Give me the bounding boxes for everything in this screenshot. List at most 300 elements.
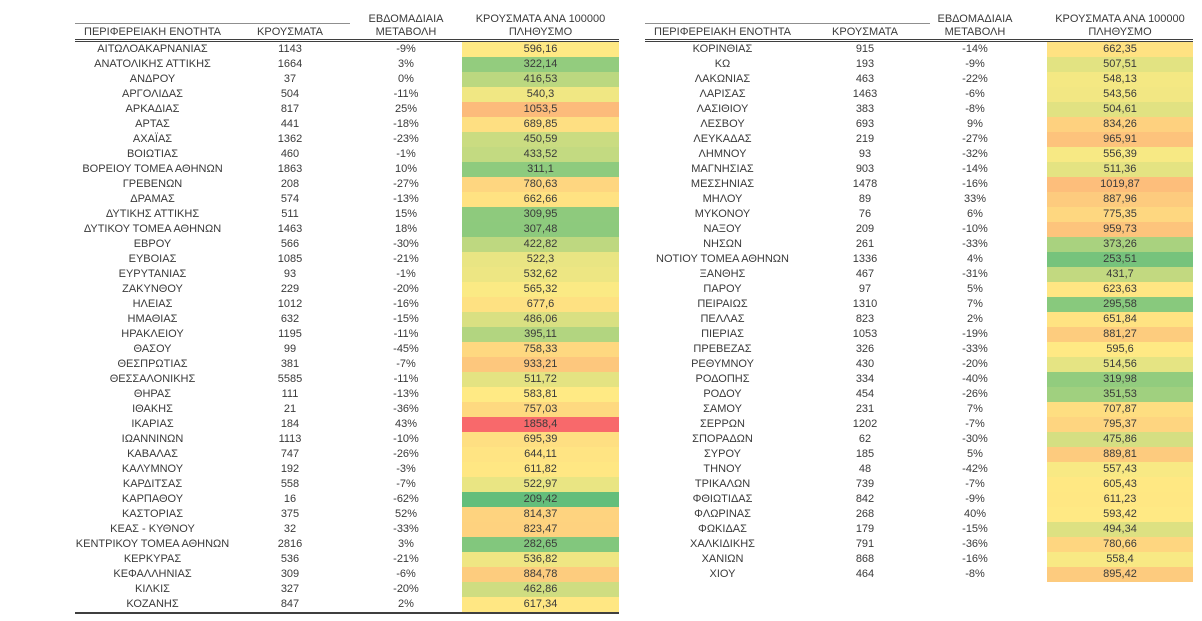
per-100k-heatmap-cell: 611,23 bbox=[1047, 492, 1193, 507]
region-name-cell: ΠΕΙΡΑΙΩΣ bbox=[697, 298, 748, 310]
col-header-weekly-change bbox=[930, 6, 1047, 39]
col-header-region bbox=[645, 23, 800, 39]
region-name-cell: ΛΑΚΩΝΙΑΣ bbox=[694, 73, 751, 85]
cases-cell: 511 bbox=[281, 208, 299, 220]
col-header-region-label: ΠΕΡΙΦΕΡΕΙΑΚΗ ΕΝΟΤΗΤΑ bbox=[654, 26, 791, 38]
cases-cell: 915 bbox=[855, 43, 875, 55]
cases-cell: 791 bbox=[855, 538, 875, 550]
table-row bbox=[75, 237, 619, 252]
region-name-cell: ΦΘΙΩΤΙΔΑΣ bbox=[692, 493, 753, 505]
weekly-change-cell: 25% bbox=[394, 103, 418, 115]
cases-cell: 16 bbox=[283, 493, 297, 505]
cases-cell: 261 bbox=[855, 238, 875, 250]
table-row bbox=[75, 372, 619, 387]
cases-cell: 903 bbox=[855, 163, 875, 175]
per-100k-heatmap-cell: 540,3 bbox=[462, 87, 619, 102]
cases-cell: 536 bbox=[280, 553, 300, 565]
region-name-cell: ΜΕΣΣΗΝΙΑΣ bbox=[690, 178, 755, 190]
cases-cell: 327 bbox=[280, 583, 300, 595]
cases-cell: 37 bbox=[283, 73, 297, 85]
table-row bbox=[645, 267, 1193, 282]
per-100k-heatmap-cell: 311,1 bbox=[462, 162, 619, 177]
weekly-change-cell: -20% bbox=[962, 358, 988, 370]
weekly-change-cell: -26% bbox=[962, 388, 988, 400]
table-row bbox=[645, 117, 1193, 132]
col-header-weekly-change-line2: ΜΕΤΑΒΟΛΗ bbox=[944, 25, 1006, 38]
weekly-change-cell: 43% bbox=[394, 418, 418, 430]
cases-cell: 1195 bbox=[278, 328, 302, 340]
cases-cell: 219 bbox=[855, 133, 875, 145]
region-name-cell: ΡΟΔΟΠΗΣ bbox=[695, 373, 750, 385]
table-row bbox=[75, 72, 619, 87]
per-100k-heatmap-cell: 543,56 bbox=[1047, 87, 1193, 102]
weekly-change-cell: -31% bbox=[962, 268, 988, 280]
table-row bbox=[645, 492, 1193, 507]
region-name-cell: ΘΗΡΑΣ bbox=[133, 388, 172, 400]
region-name-cell: ΚΕΑΣ - ΚΥΘΝΟΥ bbox=[110, 523, 195, 535]
weekly-change-cell: -16% bbox=[393, 298, 419, 310]
per-100k-heatmap-cell: 775,35 bbox=[1047, 207, 1193, 222]
cases-cell: 185 bbox=[855, 448, 875, 460]
region-name-cell: ΞΑΝΘΗΣ bbox=[699, 268, 746, 280]
table-row bbox=[645, 537, 1193, 552]
cases-cell: 383 bbox=[855, 103, 875, 115]
region-name-cell: ΣΠΟΡΑΔΩΝ bbox=[692, 433, 753, 445]
table-row bbox=[75, 102, 619, 117]
region-name-cell: ΛΑΡΙΣΑΣ bbox=[699, 88, 746, 100]
weekly-change-cell: -16% bbox=[962, 553, 988, 565]
region-name-cell: ΝΗΣΩΝ bbox=[703, 238, 742, 250]
region-name-cell: ΛΑΣΙΘΙΟΥ bbox=[696, 103, 749, 115]
weekly-change-cell: 2% bbox=[398, 598, 414, 610]
region-name-cell: ΣΥΡΟΥ bbox=[703, 448, 741, 460]
region-name-cell: ΛΗΜΝΟΥ bbox=[698, 148, 747, 160]
table-row bbox=[75, 582, 619, 597]
col-header-weekly-change-line2: ΜΕΤΑΒΟΛΗ bbox=[375, 25, 437, 38]
region-name-cell: ΚΑΒΑΛΑΣ bbox=[127, 448, 178, 460]
cases-cell: 558 bbox=[280, 478, 300, 490]
table-row bbox=[75, 597, 619, 612]
weekly-change-cell: -9% bbox=[965, 58, 985, 70]
cases-cell: 1202 bbox=[852, 418, 878, 430]
weekly-change-cell: -32% bbox=[962, 148, 988, 160]
cases-cell: 209 bbox=[855, 223, 875, 235]
per-100k-heatmap-cell: 887,96 bbox=[1047, 192, 1193, 207]
per-100k-heatmap-cell: 823,47 bbox=[462, 522, 619, 537]
region-name-cell: ΣΕΡΡΩΝ bbox=[700, 418, 745, 430]
cases-cell: 48 bbox=[858, 463, 872, 475]
weekly-change-cell: 7% bbox=[967, 298, 983, 310]
cases-cell: 1085 bbox=[277, 253, 303, 265]
table-row bbox=[645, 342, 1193, 357]
table-row bbox=[645, 357, 1193, 372]
per-100k-heatmap-cell: 295,58 bbox=[1047, 297, 1193, 312]
table-row bbox=[75, 537, 619, 552]
weekly-change-cell: -36% bbox=[393, 403, 419, 415]
cases-cell: 817 bbox=[280, 103, 300, 115]
per-100k-heatmap-cell: 522,3 bbox=[462, 252, 619, 267]
per-100k-heatmap-cell: 596,16 bbox=[462, 42, 619, 57]
region-name-cell: ΠΡΕΒΕΖΑΣ bbox=[693, 343, 752, 355]
region-name-cell: ΑΝΔΡΟΥ bbox=[129, 73, 176, 85]
region-name-cell: ΠΙΕΡΙΑΣ bbox=[701, 328, 744, 340]
per-100k-heatmap-cell: 373,26 bbox=[1047, 237, 1193, 252]
region-name-cell: ΕΥΒΟΙΑΣ bbox=[128, 253, 177, 265]
weekly-change-cell: -21% bbox=[393, 553, 419, 565]
table-row bbox=[75, 462, 619, 477]
table-row bbox=[75, 387, 619, 402]
weekly-change-cell: -21% bbox=[393, 253, 419, 265]
weekly-change-cell: -14% bbox=[962, 163, 988, 175]
weekly-change-cell: -23% bbox=[393, 133, 419, 145]
per-100k-heatmap-cell: 282,65 bbox=[462, 537, 619, 552]
region-name-cell: ΚΕΦΑΛΛΗΝΙΑΣ bbox=[113, 568, 192, 580]
table-row bbox=[75, 477, 619, 492]
cases-cell: 463 bbox=[855, 73, 875, 85]
cases-cell: 5585 bbox=[277, 373, 303, 385]
weekly-change-cell: -40% bbox=[962, 373, 988, 385]
weekly-change-cell: -33% bbox=[393, 523, 419, 535]
table-row bbox=[645, 132, 1193, 147]
per-100k-heatmap-cell: 514,56 bbox=[1047, 357, 1193, 372]
weekly-change-cell: -8% bbox=[965, 103, 985, 115]
weekly-change-cell: -15% bbox=[393, 313, 419, 325]
per-100k-heatmap-cell: 611,82 bbox=[462, 462, 619, 477]
table-row bbox=[75, 162, 619, 177]
per-100k-heatmap-cell: 475,86 bbox=[1047, 432, 1193, 447]
table-row bbox=[75, 567, 619, 582]
weekly-change-cell: 5% bbox=[967, 448, 983, 460]
per-100k-heatmap-cell: 309,95 bbox=[462, 207, 619, 222]
per-100k-heatmap-cell: 695,39 bbox=[462, 432, 619, 447]
table-row bbox=[75, 297, 619, 312]
weekly-change-cell: 3% bbox=[398, 58, 414, 70]
col-header-per-100k-line1: ΚΡΟΥΣΜΑΤΑ ΑΝΑ 100000 bbox=[1055, 13, 1185, 25]
cases-cell: 99 bbox=[283, 343, 297, 355]
cases-cell: 1478 bbox=[852, 178, 878, 190]
table-row bbox=[75, 312, 619, 327]
weekly-change-cell: 33% bbox=[963, 193, 987, 205]
table-row bbox=[645, 252, 1193, 267]
region-name-cell: ΘΕΣΣΑΛΟΝΙΚΗΣ bbox=[109, 373, 196, 385]
region-name-cell: ΠΑΡΟΥ bbox=[703, 283, 742, 295]
per-100k-heatmap-cell: 677,6 bbox=[462, 297, 619, 312]
per-100k-heatmap-cell: 795,37 bbox=[1047, 417, 1193, 432]
cases-cell: 309 bbox=[280, 568, 300, 580]
table-row bbox=[75, 222, 619, 237]
weekly-change-cell: -10% bbox=[962, 223, 988, 235]
table-row bbox=[645, 387, 1193, 402]
region-name-cell: ΤΗΝΟΥ bbox=[703, 463, 742, 475]
weekly-change-cell: -11% bbox=[393, 328, 419, 340]
cases-cell: 460 bbox=[280, 148, 300, 160]
region-name-cell: ΦΛΩΡΙΝΑΣ bbox=[694, 508, 751, 520]
per-100k-heatmap-cell: 617,34 bbox=[462, 597, 619, 612]
col-header-region bbox=[75, 23, 230, 39]
per-100k-heatmap-cell: 494,34 bbox=[1047, 522, 1193, 537]
weekly-change-cell: -7% bbox=[396, 478, 416, 490]
table-row bbox=[645, 282, 1193, 297]
weekly-change-cell: -45% bbox=[393, 343, 419, 355]
table-row bbox=[645, 372, 1193, 387]
per-100k-heatmap-cell: 758,33 bbox=[462, 342, 619, 357]
cases-cell: 208 bbox=[280, 178, 300, 190]
per-100k-heatmap-cell: 416,53 bbox=[462, 72, 619, 87]
table-row bbox=[645, 402, 1193, 417]
col-header-per-100k bbox=[462, 6, 619, 39]
per-100k-heatmap-cell: 933,21 bbox=[462, 357, 619, 372]
per-100k-heatmap-cell: 565,32 bbox=[462, 282, 619, 297]
per-100k-heatmap-cell: 1858,4 bbox=[462, 417, 619, 432]
cases-cell: 574 bbox=[280, 193, 300, 205]
weekly-change-cell: -11% bbox=[393, 373, 419, 385]
region-name-cell: ΧΑΛΚΙΔΙΚΗΣ bbox=[690, 538, 755, 550]
weekly-change-cell: -1% bbox=[396, 268, 416, 280]
region-name-cell: ΚΕΡΚΥΡΑΣ bbox=[123, 553, 182, 565]
region-name-cell: ΑΝΑΤΟΛΙΚΗΣ ΑΤΤΙΚΗΣ bbox=[94, 58, 211, 70]
per-100k-heatmap-cell: 583,81 bbox=[462, 387, 619, 402]
per-100k-heatmap-cell: 548,13 bbox=[1047, 72, 1193, 87]
weekly-change-cell: -42% bbox=[962, 463, 988, 475]
cases-cell: 1310 bbox=[852, 298, 878, 310]
region-name-cell: ΡΟΔΟΥ bbox=[703, 388, 742, 400]
cases-cell: 229 bbox=[280, 283, 300, 295]
per-100k-heatmap-cell: 662,66 bbox=[462, 192, 619, 207]
table-row bbox=[75, 192, 619, 207]
weekly-change-cell: -7% bbox=[965, 418, 985, 430]
cases-cell: 441 bbox=[280, 118, 300, 130]
per-100k-heatmap-cell: 889,81 bbox=[1047, 447, 1193, 462]
weekly-change-cell: -18% bbox=[393, 118, 419, 130]
per-100k-heatmap-cell: 351,53 bbox=[1047, 387, 1193, 402]
region-name-cell: ΚΑΣΤΟΡΙΑΣ bbox=[121, 508, 184, 520]
weekly-change-cell: -30% bbox=[393, 238, 419, 250]
region-name-cell: ΒΟΡΕΙΟΥ ΤΟΜΕΑ ΑΘΗΝΩΝ bbox=[82, 163, 223, 175]
cases-cell: 847 bbox=[280, 598, 300, 610]
cases-cell: 62 bbox=[858, 433, 872, 445]
region-name-cell: ΙΩΑΝΝΙΝΩΝ bbox=[121, 433, 184, 445]
per-100k-heatmap-cell: 814,37 bbox=[462, 507, 619, 522]
weekly-change-cell: -15% bbox=[962, 523, 988, 535]
cases-cell: 268 bbox=[855, 508, 875, 520]
table-row bbox=[75, 87, 619, 102]
cases-cell: 464 bbox=[855, 568, 875, 580]
col-header-weekly-change-line1: ΕΒΔΟΜΑΔΙΑΙΑ bbox=[937, 13, 1013, 25]
cases-cell: 89 bbox=[858, 193, 872, 205]
weekly-change-cell: -6% bbox=[396, 568, 416, 580]
region-name-cell: ΚΙΛΚΙΣ bbox=[135, 583, 170, 595]
left-table bbox=[75, 6, 619, 614]
per-100k-heatmap-cell: 522,97 bbox=[462, 477, 619, 492]
region-name-cell: ΚΟΡΙΝΘΙΑΣ bbox=[692, 43, 753, 55]
cases-cell: 193 bbox=[855, 58, 875, 70]
cases-cell: 97 bbox=[858, 283, 872, 295]
col-header-cases-label: ΚΡΟΥΣΜΑΤΑ bbox=[257, 26, 323, 38]
weekly-change-cell: -7% bbox=[965, 478, 985, 490]
table-row bbox=[645, 72, 1193, 87]
table-row bbox=[645, 177, 1193, 192]
table-row bbox=[75, 327, 619, 342]
table-row bbox=[645, 147, 1193, 162]
region-name-cell: ΚΩ bbox=[714, 58, 731, 70]
weekly-change-cell: -7% bbox=[396, 358, 416, 370]
per-100k-heatmap-cell: 536,82 bbox=[462, 552, 619, 567]
table-row bbox=[645, 162, 1193, 177]
table-row bbox=[645, 207, 1193, 222]
table-row bbox=[75, 522, 619, 537]
weekly-change-cell: 10% bbox=[394, 163, 418, 175]
col-header-cases bbox=[230, 23, 350, 39]
cases-cell: 1113 bbox=[278, 433, 302, 445]
table-row bbox=[645, 87, 1193, 102]
weekly-change-cell: 3% bbox=[398, 538, 414, 550]
table-row bbox=[645, 222, 1193, 237]
weekly-change-cell: 6% bbox=[967, 208, 983, 220]
table-row bbox=[75, 432, 619, 447]
per-100k-heatmap-cell: 532,62 bbox=[462, 267, 619, 282]
region-name-cell: ΔΡΑΜΑΣ bbox=[130, 193, 175, 205]
right-table-header bbox=[645, 6, 1193, 42]
weekly-change-cell: -19% bbox=[962, 328, 988, 340]
cases-cell: 504 bbox=[280, 88, 300, 100]
weekly-change-cell: -11% bbox=[393, 88, 419, 100]
cases-cell: 566 bbox=[280, 238, 300, 250]
col-header-cases bbox=[800, 23, 930, 39]
cases-cell: 93 bbox=[283, 268, 297, 280]
cases-cell: 1463 bbox=[852, 88, 878, 100]
per-100k-heatmap-cell: 504,61 bbox=[1047, 102, 1193, 117]
cases-cell: 868 bbox=[855, 553, 875, 565]
weekly-change-cell: -33% bbox=[962, 238, 988, 250]
cases-cell: 2816 bbox=[277, 538, 303, 550]
per-100k-heatmap-cell: 462,86 bbox=[462, 582, 619, 597]
region-name-cell: ΙΘΑΚΗΣ bbox=[132, 403, 173, 415]
col-header-weekly-change bbox=[350, 6, 462, 39]
weekly-change-cell: -9% bbox=[965, 493, 985, 505]
table-row bbox=[75, 147, 619, 162]
cases-cell: 93 bbox=[858, 148, 872, 160]
cases-cell: 381 bbox=[280, 358, 300, 370]
table-row bbox=[645, 42, 1193, 57]
table-row bbox=[75, 447, 619, 462]
per-100k-heatmap-cell: 959,73 bbox=[1047, 222, 1193, 237]
per-100k-heatmap-cell: 1019,87 bbox=[1047, 177, 1193, 192]
col-header-per-100k bbox=[1047, 6, 1193, 39]
cases-cell: 430 bbox=[855, 358, 875, 370]
per-100k-heatmap-cell: 644,11 bbox=[462, 447, 619, 462]
per-100k-heatmap-cell: 209,42 bbox=[462, 492, 619, 507]
weekly-change-cell: 0% bbox=[398, 73, 414, 85]
cases-cell: 1012 bbox=[277, 298, 303, 310]
per-100k-heatmap-cell: 651,84 bbox=[1047, 312, 1193, 327]
cases-cell: 184 bbox=[280, 418, 300, 430]
left-table-header bbox=[75, 6, 619, 42]
table-row bbox=[75, 207, 619, 222]
region-name-cell: ΜΑΓΝΗΣΙΑΣ bbox=[691, 163, 754, 175]
cases-cell: 179 bbox=[855, 523, 875, 535]
table-row bbox=[645, 567, 1193, 582]
cases-cell: 632 bbox=[280, 313, 300, 325]
cases-cell: 21 bbox=[283, 403, 297, 415]
table-row bbox=[75, 282, 619, 297]
per-100k-heatmap-cell: 253,51 bbox=[1047, 252, 1193, 267]
per-100k-heatmap-cell: 322,14 bbox=[462, 57, 619, 72]
table-row bbox=[645, 432, 1193, 447]
per-100k-heatmap-cell: 662,35 bbox=[1047, 42, 1193, 57]
table-row bbox=[75, 552, 619, 567]
left-table-body bbox=[75, 42, 619, 614]
col-header-per-100k-line1: ΚΡΟΥΣΜΑΤΑ ΑΝΑ 100000 bbox=[475, 13, 606, 25]
weekly-change-cell: -16% bbox=[962, 178, 988, 190]
region-name-cell: ΑΙΤΩΛΟΑΚΑΡΝΑΝΙΑΣ bbox=[97, 43, 208, 55]
weekly-change-cell: 52% bbox=[394, 508, 418, 520]
table-row bbox=[75, 417, 619, 432]
table-row bbox=[75, 357, 619, 372]
region-name-cell: ΔΥΤΙΚΟΥ ΤΟΜΕΑ ΑΘΗΝΩΝ bbox=[83, 223, 222, 235]
table-row bbox=[75, 507, 619, 522]
cases-cell: 375 bbox=[280, 508, 300, 520]
region-name-cell: ΝΑΞΟΥ bbox=[703, 223, 742, 235]
weekly-change-cell: 5% bbox=[967, 283, 983, 295]
region-name-cell: ΘΕΣΠΡΩΤΙΑΣ bbox=[117, 358, 188, 370]
per-100k-heatmap-cell: 1053,5 bbox=[462, 102, 619, 117]
region-name-cell: ΜΗΛΟΥ bbox=[702, 193, 743, 205]
weekly-change-cell: -22% bbox=[962, 73, 988, 85]
per-100k-heatmap-cell: 780,66 bbox=[1047, 537, 1193, 552]
weekly-change-cell: 40% bbox=[963, 508, 987, 520]
region-name-cell: ΤΡΙΚΑΛΩΝ bbox=[694, 478, 751, 490]
per-100k-heatmap-cell: 422,82 bbox=[462, 237, 619, 252]
per-100k-heatmap-cell: 450,59 bbox=[462, 132, 619, 147]
weekly-change-cell: -6% bbox=[965, 88, 985, 100]
per-100k-heatmap-cell: 511,72 bbox=[462, 372, 619, 387]
cases-cell: 111 bbox=[281, 388, 299, 400]
cases-cell: 1463 bbox=[277, 223, 303, 235]
per-100k-heatmap-cell: 895,42 bbox=[1047, 567, 1193, 582]
per-100k-heatmap-cell: 689,85 bbox=[462, 117, 619, 132]
per-100k-heatmap-cell: 307,48 bbox=[462, 222, 619, 237]
region-name-cell: ΠΕΛΛΑΣ bbox=[700, 313, 745, 325]
cases-cell: 454 bbox=[855, 388, 875, 400]
table-row bbox=[645, 417, 1193, 432]
table-row bbox=[645, 312, 1193, 327]
table-row bbox=[645, 552, 1193, 567]
cases-cell: 1053 bbox=[852, 328, 878, 340]
region-name-cell: ΝΟΤΙΟΥ ΤΟΜΕΑ ΑΘΗΝΩΝ bbox=[656, 253, 789, 265]
cases-cell: 76 bbox=[858, 208, 872, 220]
weekly-change-cell: -20% bbox=[393, 583, 419, 595]
table-row bbox=[75, 402, 619, 417]
per-100k-heatmap-cell: 433,52 bbox=[462, 147, 619, 162]
table-row bbox=[75, 177, 619, 192]
region-name-cell: ΧΙΟΥ bbox=[709, 568, 736, 580]
cases-cell: 32 bbox=[283, 523, 297, 535]
per-100k-heatmap-cell: 507,51 bbox=[1047, 57, 1193, 72]
cases-cell: 842 bbox=[855, 493, 875, 505]
region-name-cell: ΚΑΡΔΙΤΣΑΣ bbox=[122, 478, 183, 490]
region-name-cell: ΚΟΖΑΝΗΣ bbox=[126, 598, 179, 610]
weekly-change-cell: -8% bbox=[965, 568, 985, 580]
per-100k-heatmap-cell: 395,11 bbox=[462, 327, 619, 342]
per-100k-heatmap-cell: 757,03 bbox=[462, 402, 619, 417]
col-header-region-label: ΠΕΡΙΦΕΡΕΙΑΚΗ ΕΝΟΤΗΤΑ bbox=[84, 26, 221, 38]
per-100k-heatmap-cell: 707,87 bbox=[1047, 402, 1193, 417]
weekly-change-cell: 7% bbox=[967, 403, 983, 415]
per-100k-heatmap-cell: 881,27 bbox=[1047, 327, 1193, 342]
weekly-change-cell: -20% bbox=[393, 283, 419, 295]
right-table-body bbox=[645, 42, 1193, 582]
table-row bbox=[645, 477, 1193, 492]
